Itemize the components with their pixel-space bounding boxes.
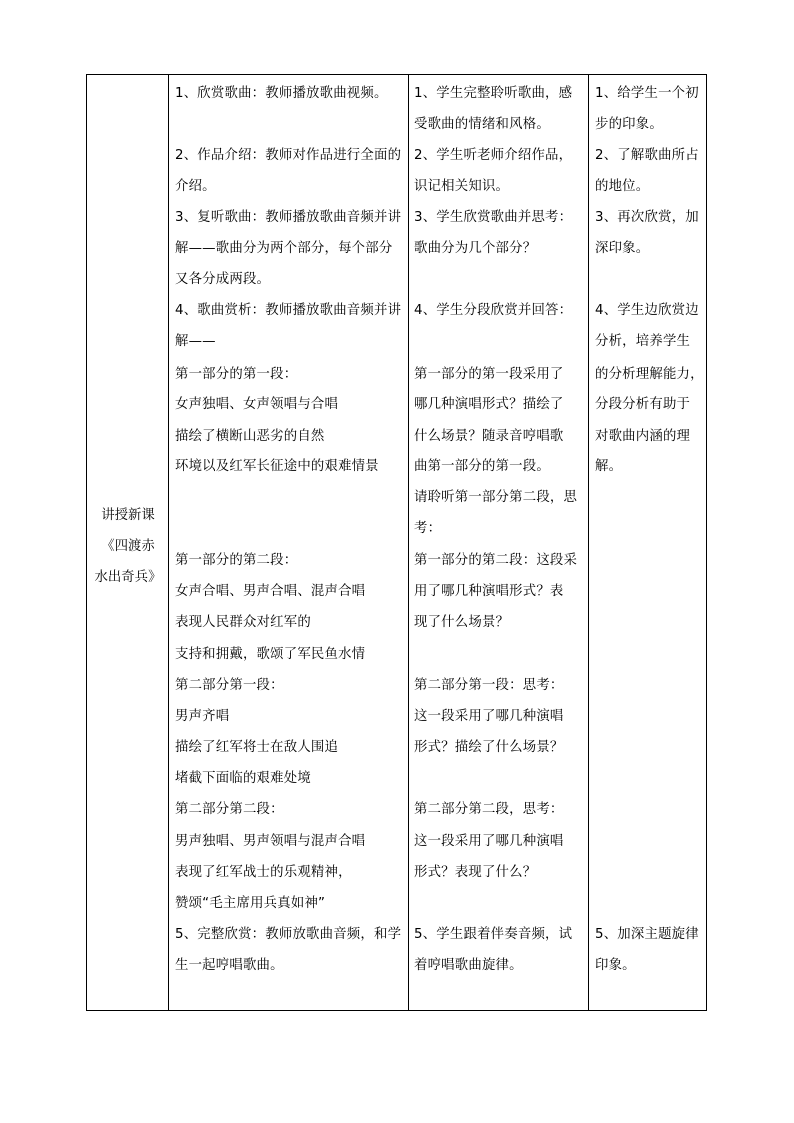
- teacher-line: 女声独唱、女声领唱与合唱: [175, 397, 339, 412]
- teacher-line: 支持和拥戴，歌颂了军民鱼水情: [175, 647, 366, 662]
- teacher-line: 又各分成两段。: [175, 272, 271, 287]
- teacher-line: 男声齐唱: [175, 709, 230, 724]
- purpose-line: 2、了解歌曲所占: [595, 148, 699, 163]
- student-activity-cell: [409, 75, 588, 1010]
- teacher-line: 介绍。: [175, 179, 216, 194]
- teacher-line: 生一起哼唱歌曲。: [175, 958, 284, 973]
- lesson-stage-cell: [87, 75, 169, 1010]
- student-line: 用了哪几种演唱形式？表: [414, 584, 564, 599]
- student-line: 识记相关知识。: [414, 179, 510, 194]
- student-line: 什么场景？随录音哼唱歌: [414, 429, 564, 444]
- teacher-line: 堵截下面临的艰难处境: [175, 771, 311, 786]
- student-line: 第二部分第一段：思考：: [414, 678, 564, 693]
- student-line: 考：: [414, 521, 442, 536]
- purpose-line: 4、学生边欣赏边: [595, 303, 699, 318]
- teacher-line: 男声独唱、男声领唱与混声合唱: [175, 834, 366, 849]
- teacher-line: 第二部分第二段：: [175, 802, 284, 817]
- student-line: 曲第一部分的第一段。: [414, 459, 550, 474]
- teacher-line: 环境以及红军长征途中的艰难情景: [175, 459, 379, 474]
- teacher-line: 第一部分的第二段：: [175, 553, 298, 568]
- purpose-line: 深印象。: [595, 241, 650, 256]
- student-line: 5、学生跟着伴奏音频，试: [414, 927, 573, 942]
- student-line: 第一部分的第一段采用了: [414, 367, 564, 382]
- student-line: 第二部分第二段，思考：: [414, 802, 564, 817]
- teacher-line: 4、歌曲赏析：教师播放歌曲音频并讲: [175, 303, 402, 318]
- purpose-line: 5、加深主题旋律: [595, 927, 699, 942]
- purpose-line: 3、再次欣赏，加: [595, 210, 699, 225]
- teacher-activity-cell: [169, 75, 408, 1010]
- purpose-line: 解。: [595, 459, 623, 474]
- student-line: 形式？描绘了什么场景？: [414, 740, 564, 755]
- student-line: 着哼唱歌曲旋律。: [414, 958, 523, 973]
- teacher-line: 1、欣赏歌曲：教师播放歌曲视频。: [175, 86, 388, 101]
- purpose-line: 印象。: [595, 958, 636, 973]
- teacher-line: 解——: [175, 334, 216, 349]
- student-line: 现了什么场景？: [414, 615, 510, 630]
- student-line: 哪几种演唱形式？描绘了: [414, 397, 564, 412]
- teacher-line: 2、作品介绍：教师对作品进行全面的: [175, 148, 402, 163]
- student-line: 形式？表现了什么？: [414, 865, 537, 880]
- student-line: 这一段采用了哪几种演唱: [414, 834, 564, 849]
- teacher-line: 第二部分第一段：: [175, 678, 284, 693]
- student-line: 4、学生分段欣赏并回答：: [414, 303, 573, 318]
- student-line: 1、学生完整聆听歌曲，感: [414, 86, 573, 101]
- teacher-line: 表现人民群众对红军的: [175, 615, 311, 630]
- teacher-line: 第一部分的第一段：: [175, 367, 298, 382]
- lesson-table: [86, 74, 707, 1011]
- purpose-line: 步的印象。: [595, 117, 663, 132]
- purpose-line: 分析，培养学生: [595, 334, 691, 349]
- student-line: 请聆听第一部分第二段，思: [414, 490, 578, 505]
- teacher-line: 5、完整欣赏：教师放歌曲音频，和学: [175, 927, 402, 942]
- teacher-line: 3、复听歌曲：教师播放歌曲音频并讲: [175, 210, 402, 225]
- lesson-label-line: 讲授新课: [101, 508, 155, 523]
- purpose-line: 的地位。: [595, 179, 650, 194]
- student-line: 受歌曲的情绪和风格。: [414, 117, 550, 132]
- student-line: 2、学生听老师介绍作品，: [414, 148, 573, 163]
- teacher-line: 解——歌曲分为两个部分，每个部分: [175, 241, 393, 256]
- lesson-label-line: 水出奇兵》: [94, 570, 162, 585]
- student-line: 歌曲分为几个部分？: [414, 241, 537, 256]
- teacher-line: 表现了红军战士的乐观精神，: [175, 865, 352, 880]
- teacher-line: 赞颂“毛主席用兵真如神”: [175, 896, 326, 911]
- design-purpose-cell: [589, 75, 706, 1010]
- teacher-line: 女声合唱、男声合唱、混声合唱: [175, 584, 366, 599]
- teacher-line: 描绘了红军将士在敌人围追: [175, 740, 339, 755]
- student-line: 第一部分的第二段：这段采: [414, 553, 578, 568]
- student-line: 3、学生欣赏歌曲并思考：: [414, 210, 573, 225]
- purpose-line: 分段分析有助于: [595, 397, 691, 412]
- purpose-line: 的分析理解能力，: [595, 367, 704, 382]
- purpose-line: 对歌曲内涵的理: [595, 429, 691, 444]
- purpose-line: 1、给学生一个初: [595, 86, 699, 101]
- student-line: 这一段采用了哪几种演唱: [414, 709, 564, 724]
- teacher-line: 描绘了横断山恶劣的自然: [175, 429, 325, 444]
- lesson-label-line: 《四渡赤: [101, 539, 155, 554]
